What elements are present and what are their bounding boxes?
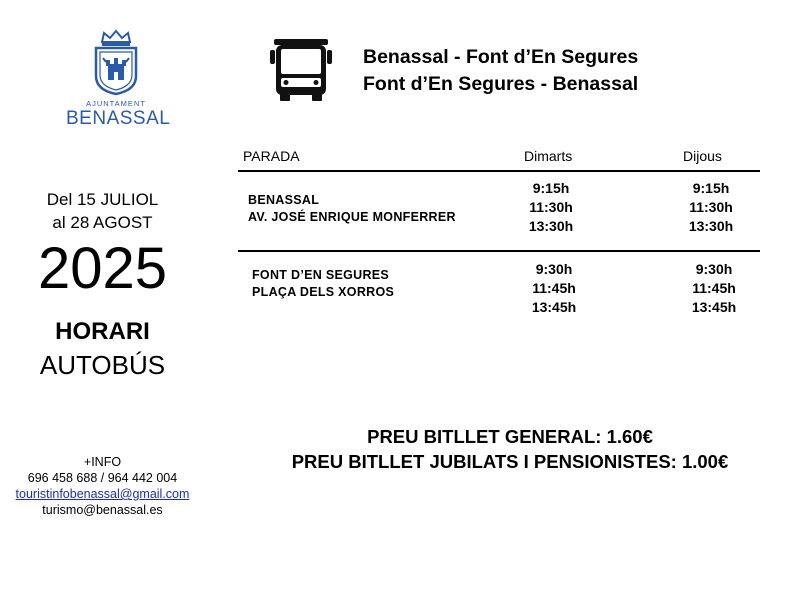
price-general: PREU BITLLET GENERAL: 1.60€ xyxy=(367,426,653,447)
time-cell: 9:15h xyxy=(692,180,730,196)
time-cell: 11:45h xyxy=(692,280,736,296)
times-thursday xyxy=(684,260,744,317)
table-divider xyxy=(238,250,760,252)
col-header-thursday: Dijous xyxy=(683,148,722,164)
contact-email-link[interactable]: touristinfobenassal@gmail.com xyxy=(15,487,190,501)
stop-address: AV. JOSÉ ENRIQUE MONFERRER xyxy=(248,210,456,224)
stop-name: BENASSAL xyxy=(248,193,320,207)
time-cell: 11:30h xyxy=(689,199,733,215)
time-cell: 9:30h xyxy=(535,261,573,277)
stop-name: FONT D’EN SEGURES xyxy=(252,268,390,282)
times-tuesday xyxy=(521,179,581,236)
municipal-logo xyxy=(66,28,171,132)
col-header-stop: PARADA xyxy=(243,148,300,164)
logo-title: BENASSAL xyxy=(66,108,171,129)
col-header-tuesday: Dimarts xyxy=(524,148,573,164)
route-outbound: Benassal - Font d’En Segures xyxy=(363,46,639,68)
time-cell: 9:15h xyxy=(532,180,570,196)
times-thursday xyxy=(681,179,741,236)
time-cell: 11:30h xyxy=(529,199,573,215)
time-cell: 11:45h xyxy=(532,280,576,296)
times-tuesday xyxy=(524,260,584,317)
time-cell: 9:30h xyxy=(695,261,733,277)
period-end: al 28 AGOST xyxy=(52,213,153,232)
table-divider xyxy=(238,170,760,172)
time-cell: 13:30h xyxy=(528,218,574,234)
bus-icon xyxy=(268,38,334,102)
route-return: Font d’En Segures - Benassal xyxy=(363,73,639,95)
logo-subtitle: AJUNTAMENT xyxy=(86,99,146,108)
contact-email: turismo@benassal.es xyxy=(42,503,163,517)
time-cell: 13:45h xyxy=(531,299,577,315)
info-label: +INFO xyxy=(83,455,122,469)
time-cell: 13:30h xyxy=(688,218,734,234)
price-pensioners: PREU BITLLET JUBILATS I PENSIONISTES: 1.00€ xyxy=(291,451,729,472)
time-cell: 13:45h xyxy=(691,299,737,315)
title-horari: HORARI xyxy=(55,318,150,345)
year: 2025 xyxy=(37,236,168,301)
coat-of-arms-icon xyxy=(80,28,152,96)
title-autobus: AUTOBÚS xyxy=(39,350,166,380)
period-start: Del 15 JULIOL xyxy=(46,190,159,209)
stop-address: PLAÇA DELS XORROS xyxy=(252,285,395,299)
contact-phones: 696 458 688 / 964 442 004 xyxy=(27,471,178,485)
